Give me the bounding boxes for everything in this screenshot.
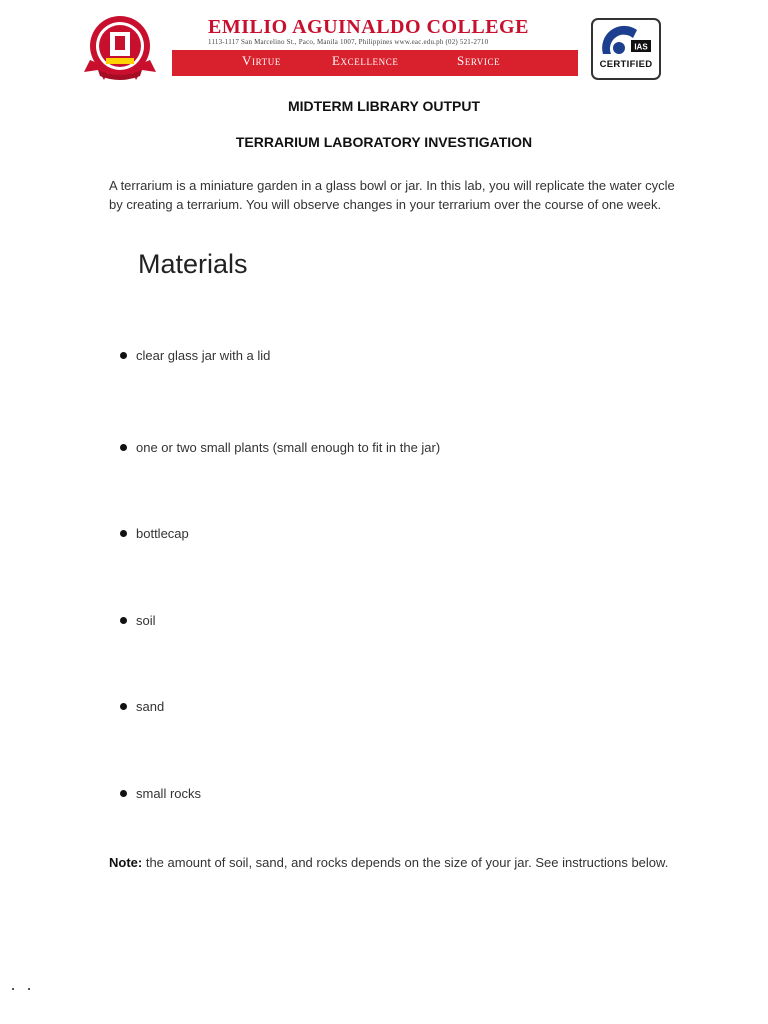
material-item-label: small rocks [136,786,202,801]
material-item-label: sand [136,699,165,714]
intro-paragraph: A terrarium is a miniature garden in a glass bowl or jar. In this lab, you will replicate the water cycle by creating a terrarium. You will observe changes in your terrarium over the course of one week. [109,178,675,212]
bullet-icon [120,617,127,624]
materials-heading: Materials [138,249,248,279]
ias-mark: IAS [634,42,648,52]
certification-logo-icon [593,20,659,60]
material-item [120,786,201,801]
material-item-label: one or two small plants (small enough to fit in the jar) [136,440,441,455]
motto-excellence: Excellence [332,53,399,68]
document-title: MIDTERM LIBRARY OUTPUT [287,98,481,114]
note-label: Note: [109,855,143,870]
material-item [120,613,156,628]
scan-speck [12,988,14,990]
bullet-icon [120,352,127,359]
material-item-label: bottlecap [136,526,189,541]
motto-bar [172,50,578,76]
certification-badge [591,18,661,80]
material-item [120,440,440,455]
material-item-label: soil [136,613,156,628]
note-paragraph [109,855,689,871]
motto-service: Service [457,53,501,68]
material-item [120,526,189,541]
note-text: the amount of soil, sand, and rocks depends on the size of your jar. See instructions below. [142,855,669,870]
college-seal-logo [84,14,156,82]
scan-speck [28,988,30,990]
document-subtitle: TERRARIUM LABORATORY INVESTIGATION [235,134,533,150]
bullet-icon [120,790,127,797]
motto-virtue: Virtue [242,53,281,68]
college-name: EMILIO AGUINALDO COLLEGE [208,16,529,38]
bullet-icon [120,444,127,451]
college-address: 1113-1117 San Marcelino St., Paco, Manila 1007, Philippines www.eac.edu.ph (02) 521-2710 [208,38,489,46]
material-item-label: clear glass jar with a lid [136,348,271,363]
material-item [120,348,270,363]
bullet-icon [120,530,127,537]
certified-label: CERTIFIED [599,59,653,70]
material-item [120,699,164,714]
bullet-icon [120,703,127,710]
